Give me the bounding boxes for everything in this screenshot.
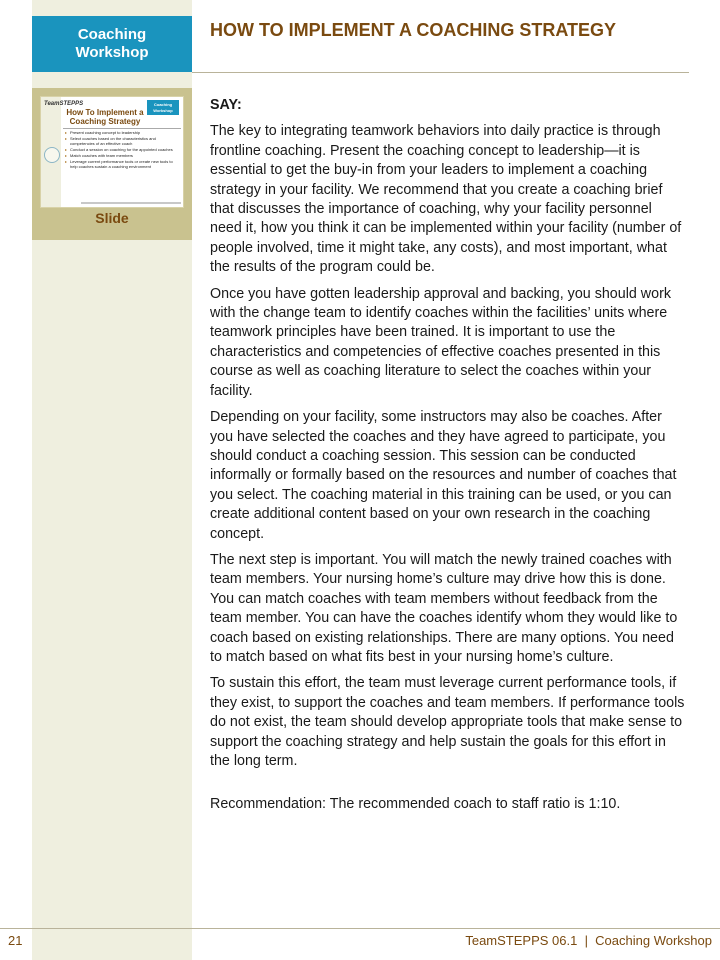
thumbnail-bullet: ▸ Leverage current performance tools or create new tools to help coaches sustain a coaching environment (65, 159, 181, 169)
slide-label: Slide (95, 210, 129, 226)
thumbnail-bullet: ▸ Conduct a session on coaching for the appointed coaches (65, 147, 181, 152)
thumbnail-bullets (65, 130, 181, 170)
paragraph: The key to integrating teamwork behaviors into daily practice is through frontline coaching. Present the coaching concept to leadership—it is essential to get the buy-in from your leaders to implement a coaching strategy in your facility. We recommend that you create a coaching brief that discusses the importance of coaching, why your facility personnel need it, how you think it can be implemented within your facility (number of people involved, time it might take, any costs), and most important, what the results of the program could be. (210, 123, 682, 276)
thumbnail-brand: TeamSTEPPS (44, 101, 84, 107)
say-label: SAY: (210, 97, 242, 113)
paragraph: To sustain this effort, the team must leverage current performance tools, if they exist, to support the coaches and team members. If performance tools do not exist, the team should develop appropriate tools that make sense to support the coaching strategy and help sustain the goals for this effort in the long term. (210, 675, 685, 769)
thumbnail-tab-line1: Coaching (153, 101, 173, 107)
thumbnail-title-line2: Coaching Strategy (69, 117, 141, 126)
section-tab (32, 16, 192, 72)
thumbnail-logo-icon (44, 147, 60, 163)
thumbnail-footer (81, 202, 181, 204)
footer-divider (0, 928, 720, 929)
paragraph: Depending on your facility, some instructors may also be coaches. After you have selected the coaches and they have agreed to participate, you should conduct a coaching session. This session can be conducted informally or formally based on the resources and number of coaches that you select. The coaching material in this training can be used, or you can create additional content based on your own research in the coaching concept. (210, 409, 677, 542)
paragraph: Once you have gotten leadership approval and backing, you should work with the change team to identify coaches within the facilities’ units where teamwork principles have been trained. It is important to use the characteristics and competencies of effective coaches presented in this course as well as coaching literature to select the coaches within your facility. (210, 285, 671, 399)
thumbnail-bullet: ▸ Match coaches with team members (65, 153, 181, 158)
page-title: HOW TO IMPLEMENT A COACHING STRATEGY (210, 20, 616, 40)
paragraph: The next step is important. You will match the newly trained coaches with team members. Your nursing home’s culture may drive how this is done. You can match coaches with team members without feedback from the team member. You can have the coaches identify whom they would like to coach based on existing relationships. There are many options. You need to match based on what fits best in your nursing home’s culture. (210, 551, 678, 665)
page-number: 21 (8, 933, 23, 948)
thumbnail-bullet: ▸ Select coaches based on the characteristics and competencies of an effective coach (65, 136, 181, 146)
thumbnail-title-line1: How To Implement a (66, 108, 144, 117)
thumbnail-tab (147, 100, 179, 115)
thumbnail-bullet: ▸ Present coaching concept to leadership (65, 130, 181, 135)
section-tab-line1: Coaching (77, 26, 147, 43)
footer-text: TeamSTEPPS 06.1 | Coaching Workshop (465, 933, 712, 948)
thumbnail-tab-line2: Workshop (153, 107, 173, 113)
thumbnail-title (65, 108, 145, 126)
section-tab-line2: Workshop (75, 44, 149, 61)
recommendation: Recommendation: The recommended coach to staff ratio is 1:10. (210, 796, 621, 813)
speaker-notes (210, 96, 686, 822)
slide-thumbnail (40, 96, 184, 208)
title-divider (192, 72, 689, 73)
thumbnail-divider (63, 128, 181, 129)
slide-panel (32, 88, 192, 240)
